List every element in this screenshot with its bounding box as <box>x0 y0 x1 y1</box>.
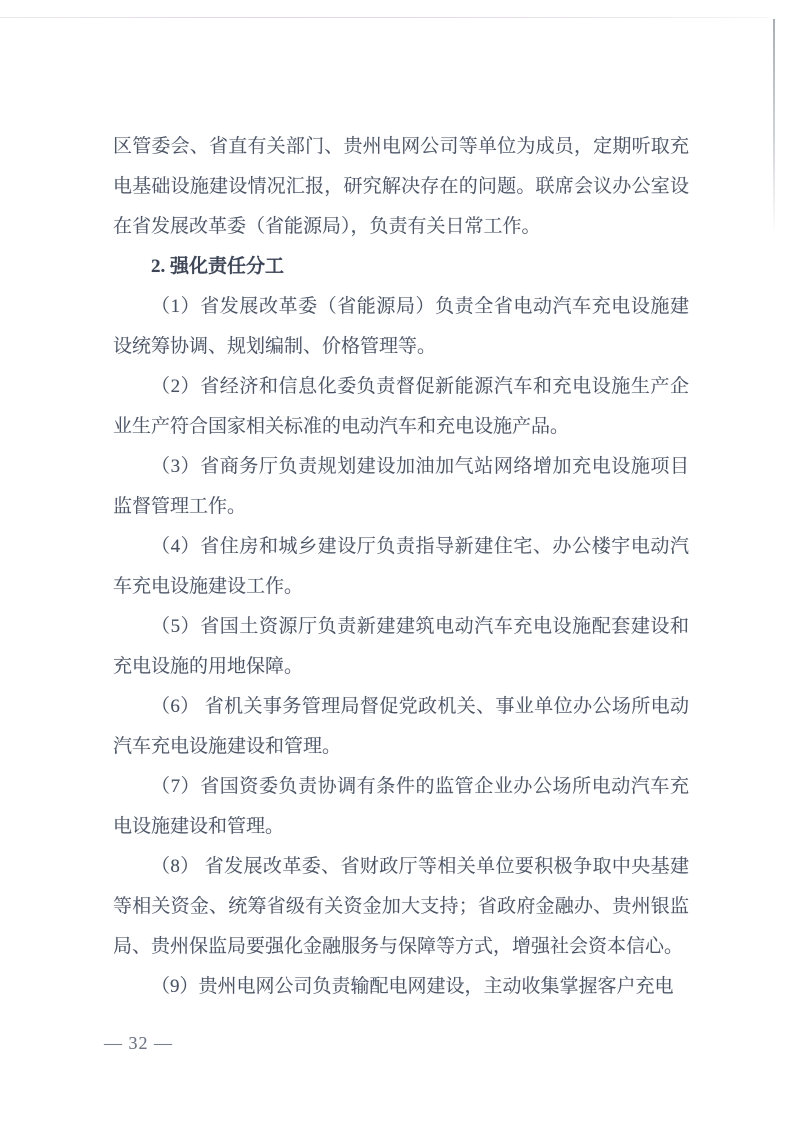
paragraph-item-1: （1）省发展改革委（省能源局）负责全省电动汽车充电设施建设统筹协调、规划编制、价格管理等。 <box>113 296 689 357</box>
scan-edge-top-line <box>0 17 768 18</box>
paragraph-continuation: 区管委会、省直有关部门、贵州电网公司等单位为成员，定期听取充电基础设施建设情况汇报，研究解决存在的问题。联席会议办公室设在省发展改革委（省能源局），负责有关日常工作。 <box>113 136 689 237</box>
paragraph-item-8: （8） 省发展改革委、省财政厅等相关单位要积极争取中央基建等相关资金、统筹省级有关资金加大支持；省政府金融办、贵州银监局、贵州保监局要强化金融服务与保障等方式，增强社会资本信心。 <box>113 856 689 957</box>
paragraph-item-5: （5）省国土资源厅负责新建建筑电动汽车充电设施配套建设和充电设施的用地保障。 <box>113 616 689 677</box>
page-number: — 32 — <box>104 1033 173 1053</box>
section-heading: 2. 强化责任分工 <box>151 256 285 277</box>
paragraph-item-9: （9）贵州电网公司负责输配电网建设，主动收集掌握客户充电 <box>151 976 674 997</box>
paragraph-item-4: （4）省住房和城乡建设厅负责指导新建住宅、办公楼宇电动汽车充电设施建设工作。 <box>113 536 689 597</box>
scan-edge-right-line <box>773 19 775 234</box>
paragraph-item-6: （6） 省机关事务管理局督促党政机关、事业单位办公场所电动汽车充电设施建设和管理。 <box>113 696 689 757</box>
paragraph-item-7: （7）省国资委负责协调有条件的监管企业办公场所电动汽车充电设施建设和管理。 <box>113 776 689 837</box>
paragraph-item-2: （2）省经济和信息化委负责督促新能源汽车和充电设施生产企业生产符合国家相关标准的电动汽车和充电设施产品。 <box>113 376 689 437</box>
paragraph-item-3: （3）省商务厅负责规划建设加油加气站网络增加充电设施项目监督管理工作。 <box>113 456 689 517</box>
document-body <box>113 127 689 1007</box>
